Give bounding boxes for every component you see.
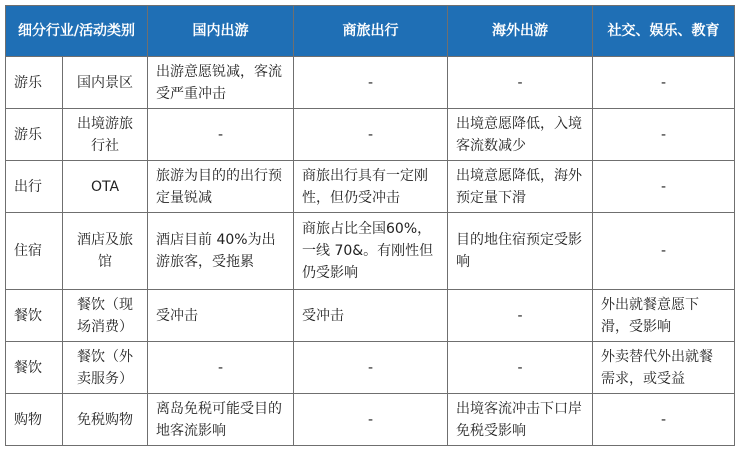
business-cell: -: [294, 57, 448, 109]
business-cell: -: [294, 109, 448, 161]
social-cell: 外出就餐意愿下滑，受影响: [593, 290, 735, 342]
header-row: [6, 6, 735, 57]
category-cell: 游乐: [6, 57, 63, 109]
category-cell: 游乐: [6, 109, 63, 161]
overseas-cell: -: [448, 342, 593, 394]
table-row: [6, 109, 735, 161]
header-business: 商旅出行: [294, 6, 448, 57]
overseas-cell: 出境客流冲击下口岸免税受影响: [448, 394, 593, 446]
subcategory-cell: 国内景区: [63, 57, 148, 109]
table-row: [6, 161, 735, 213]
category-cell: 餐饮: [6, 342, 63, 394]
social-cell: -: [593, 161, 735, 213]
category-cell: 住宿: [6, 213, 63, 290]
business-cell: 受冲击: [294, 290, 448, 342]
overseas-cell: -: [448, 57, 593, 109]
domestic-cell: -: [148, 342, 294, 394]
header-social: 社交、娱乐、教育: [593, 6, 735, 57]
social-cell: -: [593, 57, 735, 109]
business-cell: 商旅出行具有一定刚性，但仍受冲击: [294, 161, 448, 213]
table-row: [6, 394, 735, 446]
domestic-cell: 出游意愿锐减，客流受严重冲击: [148, 57, 294, 109]
business-cell: -: [294, 342, 448, 394]
domestic-cell: 酒店目前 40%为出游旅客，受拖累: [148, 213, 294, 290]
domestic-cell: -: [148, 109, 294, 161]
domestic-cell: 受冲击: [148, 290, 294, 342]
subcategory-cell: 酒店及旅馆: [63, 213, 148, 290]
subcategory-cell: 餐饮（外卖服务）: [63, 342, 148, 394]
social-cell: 外卖替代外出就餐需求，或受益: [593, 342, 735, 394]
table-row: [6, 290, 735, 342]
overseas-cell: -: [448, 290, 593, 342]
domestic-cell: 旅游为目的的出行预定量锐减: [148, 161, 294, 213]
social-cell: -: [593, 109, 735, 161]
category-cell: 购物: [6, 394, 63, 446]
table-row: [6, 213, 735, 290]
header-overseas: 海外出游: [448, 6, 593, 57]
social-cell: -: [593, 394, 735, 446]
category-cell: 出行: [6, 161, 63, 213]
domestic-cell: 离岛免税可能受目的地客流影响: [148, 394, 294, 446]
overseas-cell: 出境意愿降低，入境客流数减少: [448, 109, 593, 161]
subcategory-cell: 免税购物: [63, 394, 148, 446]
overseas-cell: 目的地住宿预定受影响: [448, 213, 593, 290]
subcategory-cell: OTA: [63, 161, 148, 213]
impact-table: [5, 5, 735, 446]
header-domestic: 国内出游: [148, 6, 294, 57]
header-category: 细分行业/活动类别: [6, 6, 148, 57]
subcategory-cell: 出境游旅行社: [63, 109, 148, 161]
social-cell: -: [593, 213, 735, 290]
business-cell: 商旅占比全国60%，一线 70&。有刚性但仍受影响: [294, 213, 448, 290]
subcategory-cell: 餐饮（现场消费）: [63, 290, 148, 342]
category-cell: 餐饮: [6, 290, 63, 342]
table-row: [6, 57, 735, 109]
business-cell: -: [294, 394, 448, 446]
table-row: [6, 342, 735, 394]
overseas-cell: 出境意愿降低，海外预定量下滑: [448, 161, 593, 213]
